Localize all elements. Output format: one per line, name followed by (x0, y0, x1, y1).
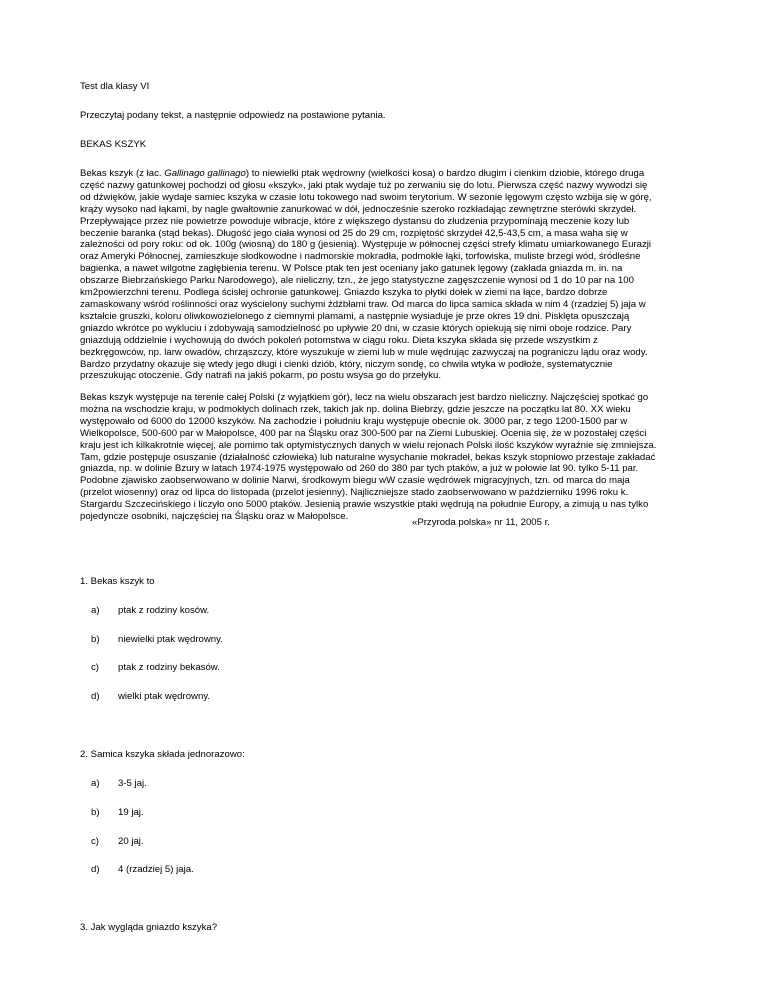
option-text: 4 (rzadziej 5) jaja. (118, 864, 194, 875)
paragraph-line: zamaskowany wśród roślinności oraz wyścielony suchymi źdźbłami traw. Od marca do lipca samica składa w nim 4 (rzadziej 5) jaja w (80, 298, 646, 310)
paragraph-line: od dźwięków, jakie wydaje samiec kszyka w czasie lotu tokowego nad swoim terytorium. W sezonie lęgowym często wzbija się w górę, (80, 191, 652, 203)
latin-name: Gallinago gallinago (164, 168, 246, 179)
option-text: 3-5 jaj. (118, 778, 147, 789)
paragraph-line: Stargardu Szczecińskiego i liczyło ono 5000 ptaków. Jesienią prawie wszystkie ptaki wędrują na południe Europy, a zimują u nas tylko (80, 499, 649, 511)
option-text: 19 jaj. (118, 807, 144, 818)
article-title: BEKAS KSZYK (80, 139, 147, 150)
paragraph-line: kształcie gruszki, koloru oliwkowozielonego z ciemnymi plamami, a następnie wysiaduje je prze okres 19 dni. Pisklęta opuszczają (80, 310, 630, 322)
paragraph-line: oraz Ameryki Północnej, zamieszkuje słodkowodne i nadmorskie mokradła, podmokłe łąki, torfowiska, muliste brzegi wód, śródleśne (80, 251, 641, 263)
option-letter: a) (91, 778, 100, 789)
option-letter: d) (91, 864, 100, 875)
paragraph-line: można na wschodzie kraju, w podmokłych dolinach rzek, takich jak np. dolina Biebrzy, gdzie jeszcze na początku lat 80. XX wieku (80, 403, 631, 415)
option-text: niewielki ptak wędrowny. (118, 634, 223, 645)
paragraph-line: część nazwy gatunkowej pochodzi od głosu «kszyk», jaki ptak wydaje tuż po zerwaniu się do lotu. Pierwsza część nazwy wywodzi się (80, 179, 648, 191)
paragraph-line: przeszukując otoczenie. Gdy natrafi na jakiś pokarm, po postu wsysa go do przełyku. (80, 370, 442, 382)
paragraph-line: Bekas kszyk występuje na terenie całej Polski (z wyjątkiem gór), lecz na wielu obszarach jest bardzo nieliczny. Najczęściej spotkać go (80, 392, 649, 403)
option-letter: c) (91, 662, 99, 673)
instruction-text: Przeczytaj podany tekst, a następnie odpowiedz na postawione pytania. (80, 110, 386, 121)
paragraph-line: krąży wysoko nad łąkami, by nagle gwałtownie zanurkować w dół, jednocześnie szeroko rozkładając zewnętrzne sterówki skrzydeł. (80, 203, 637, 215)
question-2: 2. Samica kszyka składa jednorazowo: (80, 749, 245, 760)
paragraph-line: Podobne zjawisko zaobserwowano w dolinie Narwi, środkowym biegu wW czasie wędrówek migracyjnych, tzn. od marca do maja (80, 475, 630, 487)
paragraph-line: występowało od 6000 do 12000 kszyków. Na zachodzie i południu kraju występuje obecnie ok. 3000 par, z tego 1200-1500 par w (80, 415, 628, 427)
paragraph-line: (przelot wiosenny) oraz od lipca do listopada (przelot jesienny). Najliczniejsze stado zaobserwowano w październiku 1996 roku k. (80, 487, 629, 499)
paragraph-line: gniazdo wkrótce po wykluciu i zdobywają samodzielność po upływie 20 dni, w czasie których opiekują się nimi oboje rodzice. Pary (80, 322, 632, 334)
paragraph-line: Tam, gdzie postępuje osuszanie (działalność człowieka) lub naturalne wysychanie mokradeł, bekas kszyk stopniowo przestaje zakładać (80, 451, 656, 463)
paragraph-line: gniazdują oddzielnie i wychowują do dwóch pokoleń potomstwa w ciągu roku. Dieta kszyka składa się przede wszystkim z (80, 334, 598, 346)
option-letter: a) (91, 605, 100, 616)
paragraph-line: pojedyncze osobniki, najczęściej na Śląsku oraz w Małopolsce. (80, 511, 349, 523)
paragraph-line: bezkręgowców, np. larw owadów, chrząszczy, które wyszukuje w ziemi lub w mule wędrując zazwyczaj na pograniczu lądu oraz wody. (80, 346, 648, 358)
source-citation: «Przyroda polska» nr 11, 2005 r. (412, 517, 550, 528)
paragraph-line: obszarze Biebrzańskiego Parku Narodowego), ale nieliczny, tzn., że jego statystyczne zagęszczenie wynosi od 1 do 10 par na 100 (80, 275, 634, 287)
paragraph-line: Wielkopolsce, 500-600 par w Małopolsce, 400 par na Śląsku oraz 300-500 par na Ziemi Lubuskiej. Ocenia się, że w pozostałej części (80, 427, 647, 439)
paragraph-line: km2powierzchni terenu. Podlega ścisłej ochronie gatunkowej. Gniazdo kszyka to płytki dołek w ziemi na łące, bardzo dobrze (80, 287, 608, 299)
option-letter: b) (91, 807, 100, 818)
paragraph-line: Bekas kszyk (z łac. Gallinago gallinago) to niewielki ptak wędrowny (wielkości kosa) o bardzo długim i cienkim dziobie, którego druga (80, 168, 645, 179)
paragraph-line: Przepływające przez nie powietrze powoduje wibracje, które z większego dystansu do złudzenia przypominają meczenie kozy lub (80, 215, 630, 227)
test-title: Test dla klasy VI (80, 81, 150, 92)
option-letter: b) (91, 634, 100, 645)
article-paragraph-2 (80, 392, 700, 523)
paragraph-line: Bardzo przydatny okazuje się wtedy jego długi i cienki dziób, który, niczym sondę, co chwila wtyka w podłoże, systematycznie (80, 358, 613, 370)
option-text: 20 jaj. (118, 836, 144, 847)
option-letter: c) (91, 836, 99, 847)
paragraph-line: gniazda, np. w dolinie Bzury w latach 1974-1975 występowało od 260 do 380 par tych ptaków, a już w połowie lat 90. tylko 5-11 par. (80, 463, 639, 475)
article-paragraph-1 (80, 168, 700, 382)
paragraph-line: beczenie baranka (stąd bekas). Długość jego ciała wynosi od 25 do 29 cm, rozpiętość skrzydeł 42,5-43,5 cm, a masa waha się w (80, 227, 628, 239)
option-text: wielki ptak wędrowny. (118, 691, 211, 702)
option-text: ptak z rodziny bekasów. (118, 662, 220, 673)
option-letter: d) (91, 691, 100, 702)
paragraph-line: bagienka, a nawet wilgotne zagłębienia terenu. W Polsce ptak ten jest oceniany jako gatunek lęgowy (zakłada gniazda m. in. na (80, 263, 623, 275)
paragraph-line: kraju jest ich kilkakrotnie więcej, ale pomimo tak optymistycznych danych w wielu rejonach Polski ilość kszyków wyraźnie się zmniejsza. (80, 439, 657, 451)
question-3: 3. Jak wygląda gniazdo kszyka? (80, 922, 218, 933)
option-text: ptak z rodziny kosów. (118, 605, 210, 616)
question-1: 1. Bekas kszyk to (80, 576, 155, 587)
paragraph-line: zależności od pory roku: od ok. 100g (wiosną) do 180 g (jesienią). Występuje w północnej części strefy klimatu umiarkowanego Eurazji (80, 239, 652, 251)
